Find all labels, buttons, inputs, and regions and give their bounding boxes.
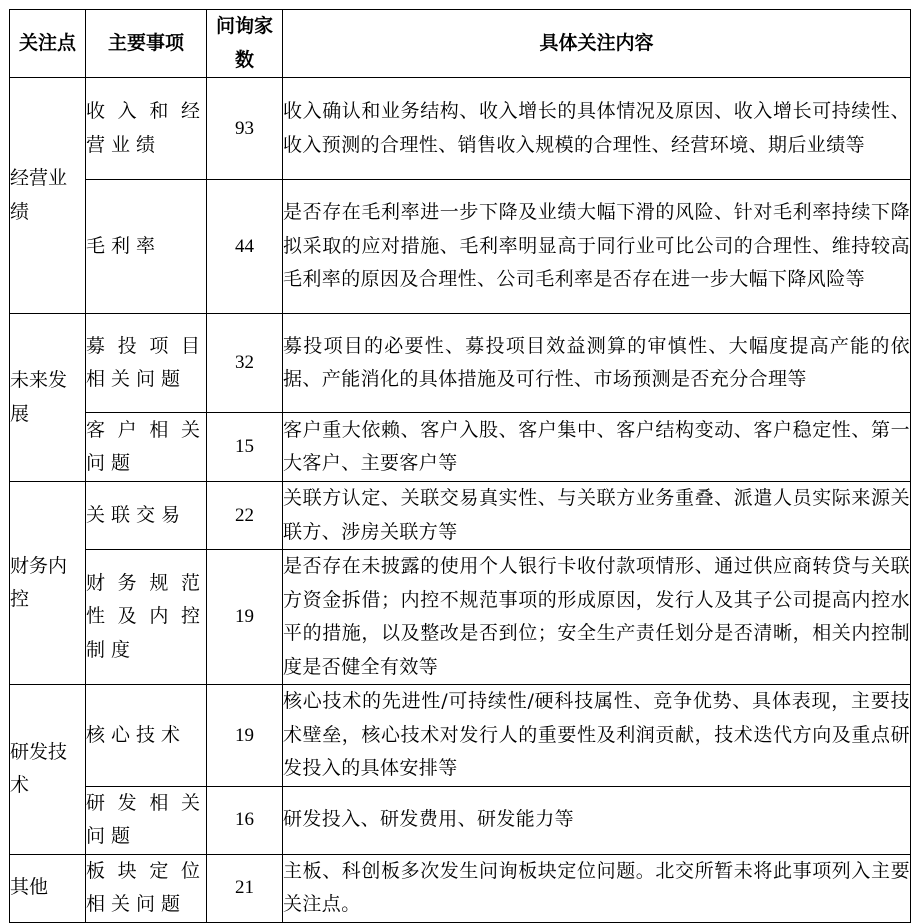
item-cell: 关联交易 [86,482,207,550]
header-inquiry-count: 问询家数 [207,10,283,78]
count-cell: 15 [207,413,283,482]
count-cell: 32 [207,314,283,413]
table-row [10,685,911,787]
item-cell: 毛利率 [86,180,207,314]
table-row [10,550,911,685]
category-cell: 未来发展 [10,314,86,482]
count-cell: 93 [207,78,283,180]
count-cell: 16 [207,786,283,854]
detail-cell: 核心技术的先进性/可持续性/硬科技属性、竞争优势、具体表现，主要技术壁垒，核心技术对发行人的重要性及利润贡献，技术迭代方向及重点研发投入的具体安排等 [283,685,911,787]
header-specific-content: 具体关注内容 [283,10,911,78]
count-cell: 19 [207,550,283,685]
category-cell: 其他 [10,854,86,922]
table-row [10,854,911,922]
count-cell: 21 [207,854,283,922]
count-cell: 22 [207,482,283,550]
detail-cell: 关联方认定、关联交易真实性、与关联方业务重叠、派遣人员实际来源关联方、涉房关联方等 [283,482,911,550]
category-cell: 经营业绩 [10,78,86,314]
item-cell: 募投项目相关问题 [86,314,207,413]
table-row [10,180,911,314]
table-row [10,482,911,550]
detail-cell: 是否存在未披露的使用个人银行卡收付款项情形、通过供应商转贷与关联方资金拆借；内控不规范事项的形成原因，发行人及其子公司提高内控水平的措施，以及整改是否到位；安全生产责任划分是否清晰，相关内控制度是否健全有效等 [283,550,911,685]
table-row [10,314,911,413]
detail-cell: 研发投入、研发费用、研发能力等 [283,786,911,854]
detail-cell: 客户重大依赖、客户入股、客户集中、客户结构变动、客户稳定性、第一大客户、主要客户等 [283,413,911,482]
header-main-item: 主要事项 [86,10,207,78]
count-cell: 44 [207,180,283,314]
table-row [10,413,911,482]
item-cell: 研发相关问题 [86,786,207,854]
table-row [10,78,911,180]
detail-cell: 主板、科创板多次发生问询板块定位问题。北交所暂未将此事项列入主要关注点。 [283,854,911,922]
item-cell: 核心技术 [86,685,207,787]
category-cell: 财务内控 [10,482,86,685]
header-focus-point: 关注点 [10,10,86,78]
detail-cell: 收入确认和业务结构、收入增长的具体情况及原因、收入增长可持续性、收入预测的合理性、销售收入规模的合理性、经营环境、期后业绩等 [283,78,911,180]
table-header-row [10,10,911,78]
count-cell: 19 [207,685,283,787]
category-cell: 研发技术 [10,685,86,855]
detail-cell: 是否存在毛利率进一步下降及业绩大幅下滑的风险、针对毛利率持续下降拟采取的应对措施、毛利率明显高于同行业可比公司的合理性、维持较高毛利率的原因及合理性、公司毛利率是否存在进一步大幅下降风险等 [283,180,911,314]
item-cell: 财务规范性及内控制度 [86,550,207,685]
inquiry-focus-table [9,9,911,923]
table-row [10,786,911,854]
item-cell: 客户相关问题 [86,413,207,482]
detail-cell: 募投项目的必要性、募投项目效益测算的审慎性、大幅度提高产能的依据、产能消化的具体措施及可行性、市场预测是否充分合理等 [283,314,911,413]
item-cell: 收入和经营业绩 [86,78,207,180]
item-cell: 板块定位相关问题 [86,854,207,922]
